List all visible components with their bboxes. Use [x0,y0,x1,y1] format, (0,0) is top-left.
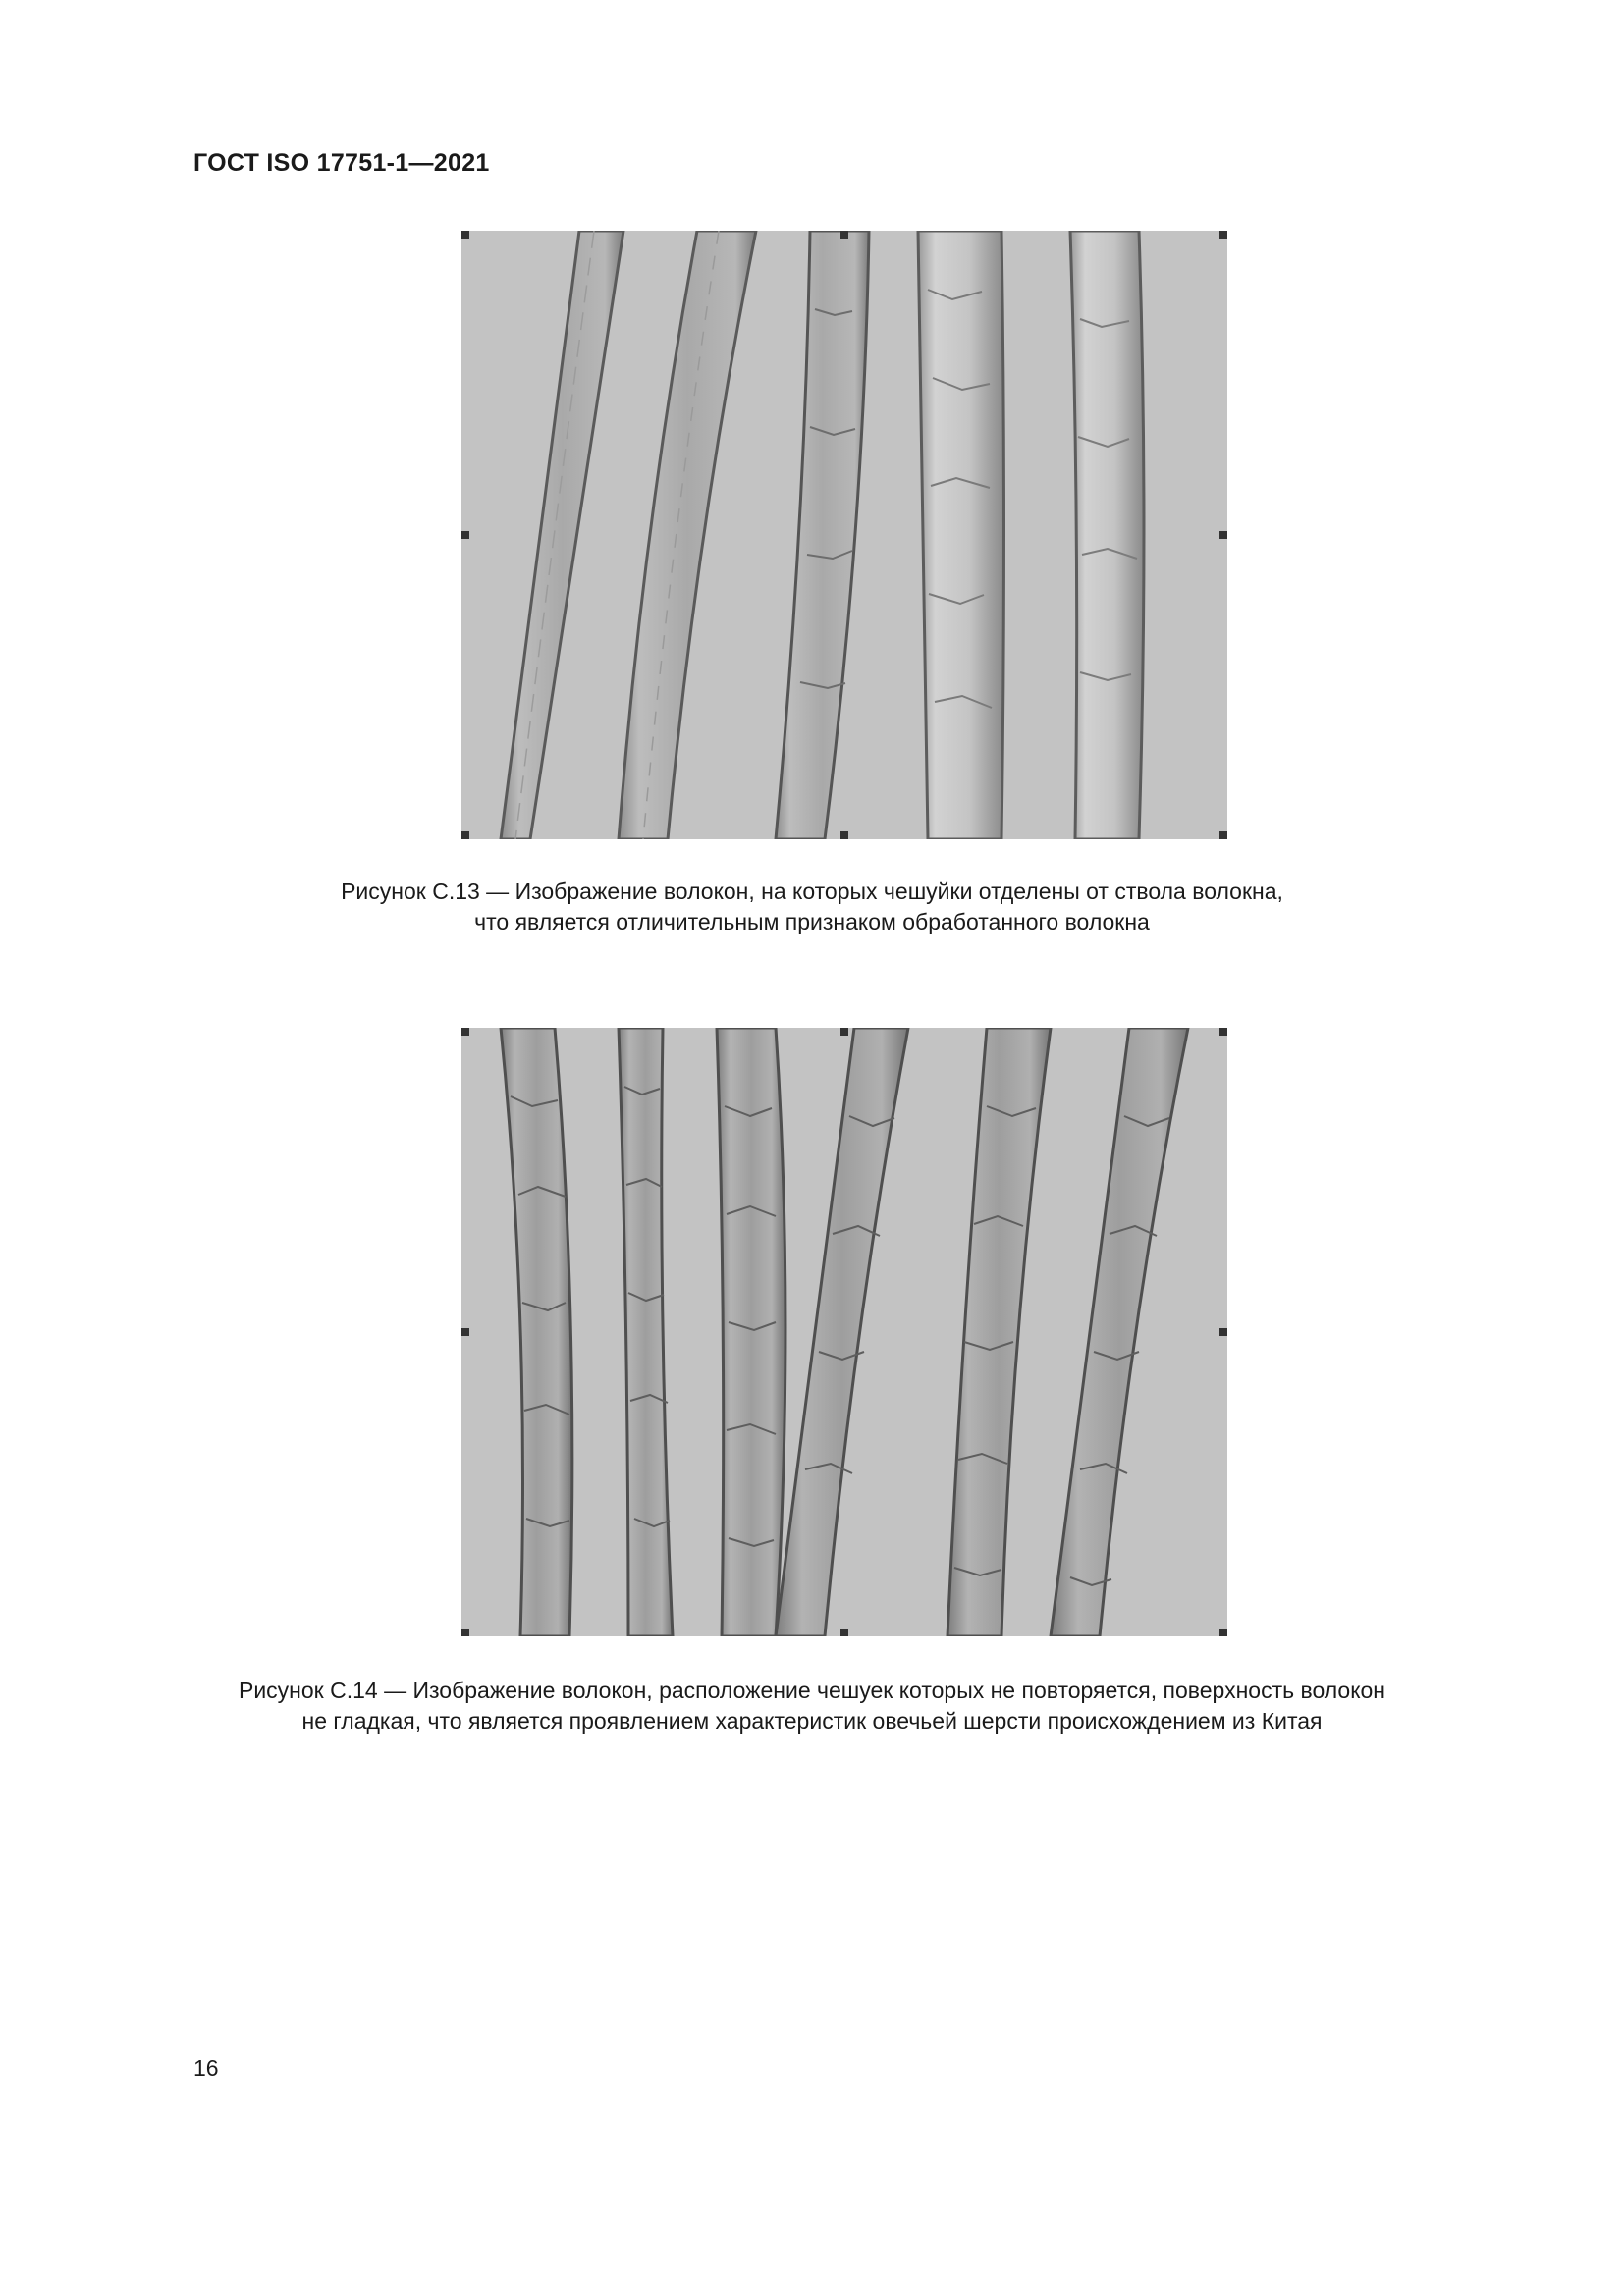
figure-c14-caption-line1: Рисунок С.14 — Изображение волокон, расположение чешуек которых не повторяется, поверхность волокон [238,1678,1386,1703]
fiber-micrograph-c14-image [461,1028,1227,1636]
figure-c14-caption-line2: не гладкая, что является проявлением характеристик овечьей шерсти происхождением из Китая [301,1708,1323,1734]
fiber-micrograph-c13-image [461,231,1227,839]
document-standard-id: ГОСТ ISO 17751-1—2021 [193,149,490,177]
figure-c14-micrograph [461,1028,1227,1636]
figure-c13-caption [147,877,1477,937]
figure-c14-caption [147,1676,1477,1736]
figure-c13-caption-line2: что является отличительным признаком обработанного волокна [474,909,1150,934]
figure-c13-micrograph [461,231,1227,839]
page-number: 16 [193,2056,219,2081]
figure-c13-caption-line1: Рисунок С.13 — Изображение волокон, на которых чешуйки отделены от ствола волокна, [341,879,1283,904]
